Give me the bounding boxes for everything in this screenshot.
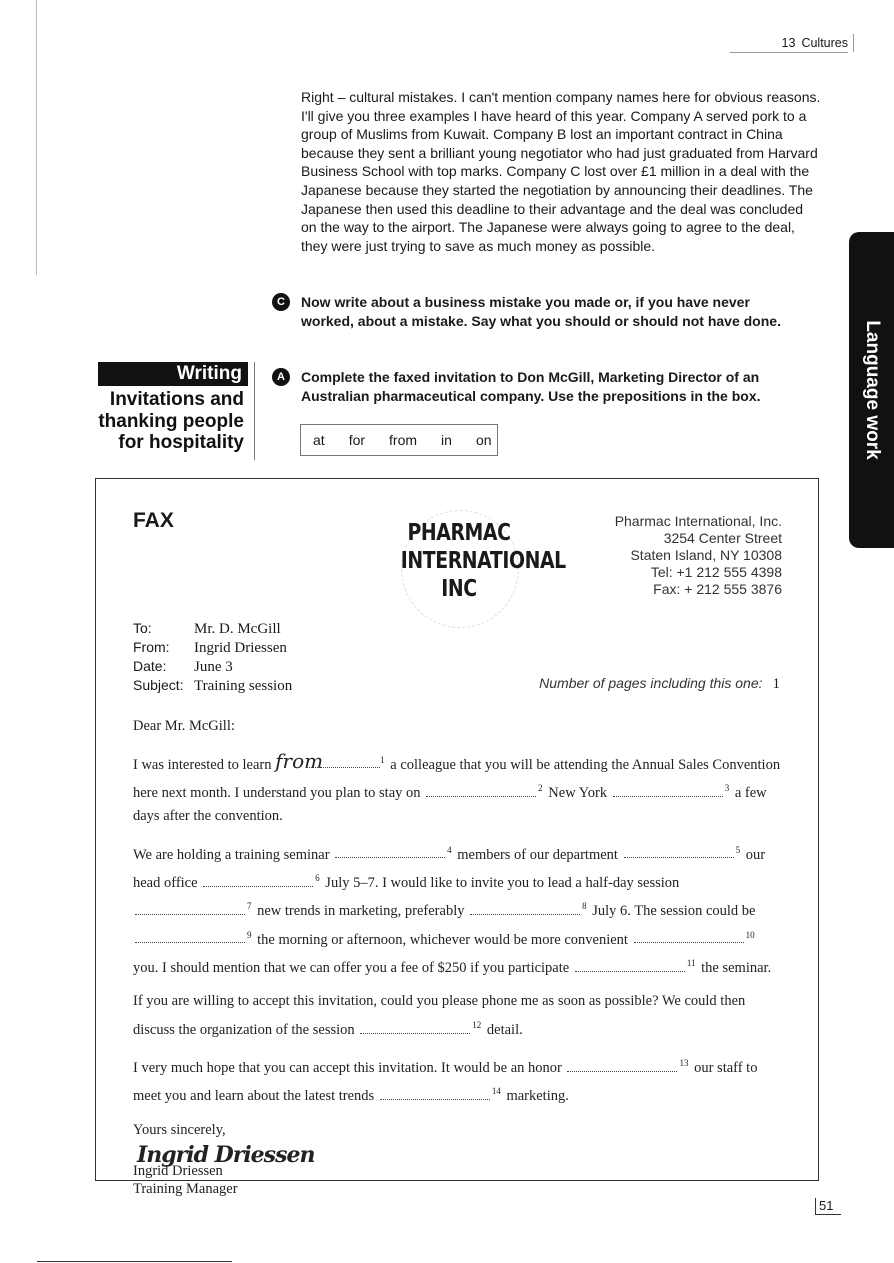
task-a-bullet: A <box>272 368 290 386</box>
page-count-value: 1 <box>772 676 780 692</box>
blank <box>380 1089 490 1100</box>
page-header <box>730 36 848 53</box>
task-a-text: Complete the faxed invitation to Don McGill, Marketing Director of an Australian pharmaceutical company. Use the prepositions in the box. <box>301 369 761 404</box>
to-value: Mr. D. McGill <box>194 621 281 637</box>
subject-label: Subject: <box>133 677 184 693</box>
from-label: From: <box>133 639 170 655</box>
page-count-label: Number of pages including this one: <box>539 675 763 691</box>
word-at: at <box>313 432 325 448</box>
paragraph-3: If you are willing to accept this invitation, could you please phone me as soon as possible? We could then discuss the organization of the session $^{12}$ detail. <box>133 993 746 1038</box>
word-in: in <box>441 432 452 448</box>
letter-body <box>133 715 783 1198</box>
to-label: To: <box>133 620 152 636</box>
address-line: Tel: +1 212 555 4398 <box>650 564 782 580</box>
section-title <box>80 389 244 454</box>
fax-document <box>95 478 819 1198</box>
unit-title: Cultures <box>801 36 848 50</box>
logo-line: INTERNATIONAL <box>400 548 566 574</box>
footer-line <box>37 1261 232 1262</box>
task-c <box>272 293 792 330</box>
unit-number: 13 <box>781 36 796 50</box>
date-value: June 3 <box>194 659 233 675</box>
blank <box>575 961 685 972</box>
section-divider <box>254 362 255 460</box>
paragraph-2: We are holding a training seminar $^4$ members of our department $^5$ our head office $^6$ July 5–7. I would like to invite you to lead a half-day session $^7$ new trends in marketing, preferably $^8$ July 6. The session could be $^9$ the morning or afternoon, whichever would be more convenient $^{10}$ you. I should mention that we can offer you a fee of $250 if you participate $^{11}$ the seminar. <box>133 844 772 976</box>
preposition-box <box>300 424 498 456</box>
task-c-text: Now write about a business mistake you made or, if you have never worked, about a mistake. Say what you should or should not have done. <box>301 294 781 329</box>
blank <box>135 904 245 915</box>
answer-1: from <box>275 749 324 774</box>
blank <box>624 847 734 858</box>
sender-role: Training Manager <box>133 1181 238 1198</box>
blank <box>634 932 744 943</box>
word-on: on <box>475 432 492 448</box>
blank <box>335 847 445 858</box>
from-value: Ingrid Driessen <box>194 640 287 656</box>
address-line: Fax: + 212 555 3876 <box>653 581 782 597</box>
blank <box>426 786 536 797</box>
blank <box>307 757 380 768</box>
closing: Yours sincerely, <box>133 1121 226 1138</box>
blank <box>360 1023 470 1034</box>
section-title-line: Invitations and <box>109 389 244 410</box>
intro-paragraph: Right – cultural mistakes. I can't mention company names here for obvious reasons. I'll give you three examples I have heard of this year. Company A served pork to a group of Muslims from Kuwait. Company B lost an important contract in China because they sent a brilliant young negotiator who had just graduated from Harvard Business School with top marks. Company C lost over £1 million in a deal with the Japanese because they started the negotiation by announcing their deadlines. The Japanese then used this deadline to their advantage and the deal was concluded on the way to the airport. The Japanese were always going to agree to the deal, they were just trying to save as much money as possible. <box>301 89 821 254</box>
blank <box>135 932 245 943</box>
fax-title: FAX <box>133 509 174 532</box>
blank <box>203 876 313 887</box>
address-line: Staten Island, NY 10308 <box>630 547 782 563</box>
company-logo <box>400 519 566 603</box>
blank <box>567 1061 677 1072</box>
logo-line: PHARMAC <box>407 520 511 546</box>
task-c-bullet: C <box>272 293 290 311</box>
logo-line: INC <box>441 576 477 602</box>
word-for: for <box>348 432 366 448</box>
writing-label: Writing <box>98 362 248 386</box>
company-address <box>615 513 782 598</box>
address-line: Pharmac International, Inc. <box>614 513 782 529</box>
subject-value: Training session <box>194 678 293 694</box>
blank <box>470 904 580 915</box>
salutation: Dear Mr. McGill: <box>133 718 235 734</box>
date-label: Date: <box>133 658 167 674</box>
section-title-line: thanking people <box>98 410 244 432</box>
page-count <box>539 675 780 693</box>
address-line: 3254 Center Street <box>663 530 782 546</box>
blank <box>613 786 723 797</box>
paragraph-1: I was interested to learn from $^1$ a colleague that you will be attending the Annual Sales Convention here next month. I understand you plan to stay on $^2$ New York $^3$ a few days after the convention. <box>133 749 781 825</box>
margin-line <box>36 0 37 275</box>
task-a <box>272 368 792 405</box>
paragraph-4: I very much hope that you can accept this invitation. It would be an honor $^{13}$ our staff to meet you and learn about the latest trends $^{14}$ marketing. <box>133 1058 758 1105</box>
word-from: from <box>389 432 418 448</box>
fax-meta <box>133 619 292 695</box>
sender-name: Ingrid Driessen <box>133 1163 223 1180</box>
side-tab <box>849 232 894 548</box>
page-number: 51 <box>815 1198 841 1215</box>
handwritten-signature: Ingrid Driessen <box>137 1142 315 1169</box>
side-tab-label: Language work <box>861 320 883 460</box>
section-title-line: for hospitality <box>118 432 244 453</box>
